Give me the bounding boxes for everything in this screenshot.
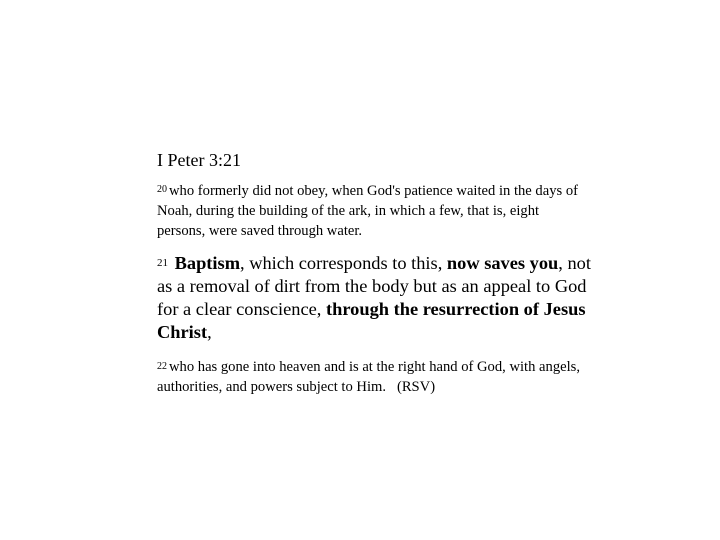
verse-text: , not as a removal of dirt from the body but as an appeal to God for a clear conscience, [157, 253, 591, 319]
verse-21 [157, 252, 597, 344]
passage-reference: I Peter 3:21 [157, 150, 241, 170]
verse-22 [157, 358, 597, 397]
translation-label: (RSV) [396, 378, 436, 395]
verse-number: 20 [157, 184, 167, 195]
verse-text: who formerly did not obey, when God's patience waited in the days of Noah, during the building of the ark, in which a few, that is, eight persons, were saved through water. [157, 183, 578, 239]
verse-text: , [207, 322, 212, 342]
verse-20 [157, 181, 587, 241]
verse-text: who has gone into heaven and is at the right hand of God, with angels, authorities, and powers subject to Him. [157, 359, 580, 395]
emphasis-now-saves-you: now saves you [446, 253, 559, 273]
emphasis-resurrection: through the resurrection of Jesus Christ [157, 299, 586, 342]
verse-number: 22 [157, 361, 167, 372]
verse-number: 21 [157, 257, 168, 269]
verse-text: , which corresponds to this, [240, 253, 447, 273]
emphasis-baptism: Baptism [174, 253, 241, 273]
